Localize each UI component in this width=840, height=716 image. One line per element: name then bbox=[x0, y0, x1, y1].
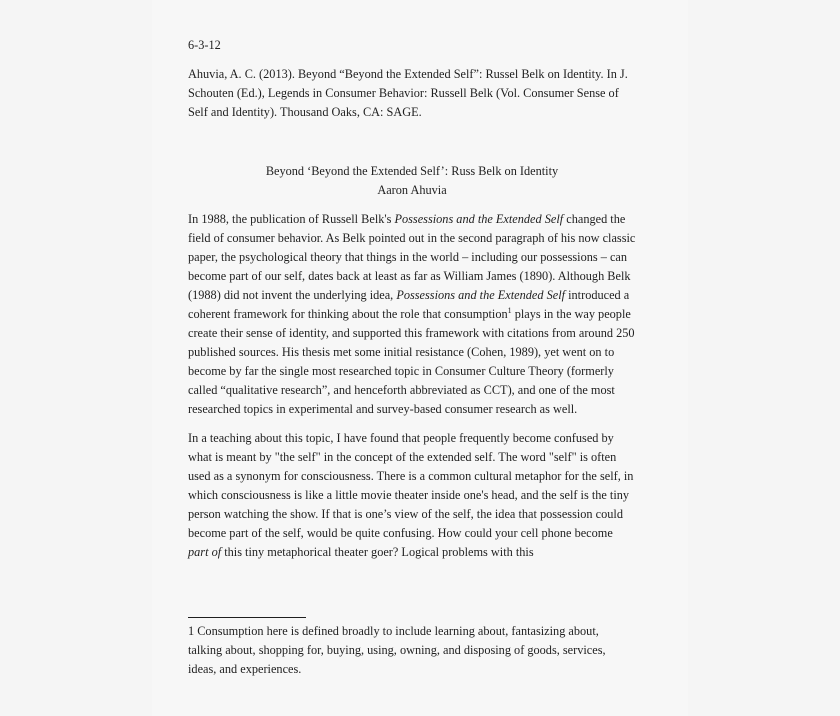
paragraph-1-text-c: introduced a coherent framework for thinking about the role that consumption bbox=[188, 288, 630, 321]
paragraph-2-text-b: this tiny metaphorical theater goer? Logical problems with this bbox=[221, 545, 534, 559]
footnote: 1 Consumption here is defined broadly to include learning about, fantasizing about, talking about, shopping for, buying, using, owning, and disposing of goods, services, ideas, and experiences. bbox=[188, 624, 606, 676]
citation: Ahuvia, A. C. (2013). Beyond “Beyond the Extended Self”: Russel Belk on Identity. In J. Schouten (Ed.), Legends in Consumer Behavior: Russell Belk (Vol. Consumer Sense of Self and Identity). Thousand Oaks, CA: SAGE. bbox=[188, 67, 628, 119]
paragraph-2 bbox=[188, 429, 636, 562]
paragraph-1 bbox=[188, 210, 636, 419]
footnote-divider bbox=[188, 617, 306, 618]
paragraph-1-italic-title-b: Possessions and the Extended Self bbox=[396, 288, 566, 302]
paragraph-1-text-d: plays in the way people create their sense of identity, and supported this framework with citations from around 250 published sources. His thesis met some initial resistance (Cohen, 1989), yet went on to become by far the single most researched topic in Consumer Culture Theory (formerly called “qualitative research”, and henceforth abbreviated as CCT), and one of the most researched topics in experimental and survey-based consumer research as well. bbox=[188, 307, 635, 416]
document-body bbox=[188, 36, 636, 562]
paragraph-1-text-b: changed the field of consumer behavior. As Belk pointed out in the second paragraph of his now classic paper, the psychological theory that things in the world – including our possessions – can become part of our self, dates back at least as far as William James (1890). Although Belk (1988) did not invent the underlying idea, bbox=[188, 212, 636, 302]
footnote-reference: 1 bbox=[507, 305, 512, 315]
document-date: 6-3-12 bbox=[188, 38, 221, 52]
article-author: Aaron Ahuvia bbox=[377, 183, 447, 197]
paragraph-2-italic: part of bbox=[188, 545, 222, 559]
paragraph-1-text-a: In 1988, the publication of Russell Belk's bbox=[188, 212, 395, 226]
paragraph-2-text-a: In a teaching about this topic, I have found that people frequently become confused by what is meant by "the self" in the concept of the extended self. The word "self" is often used as a synonym for consciousness. There is a common cultural metaphor for the self, in which consciousness is like a little movie theater inside one's head, and the self is the tiny person watching the show. If that is one’s view of the self, the idea that possession could become part of the self, would be quite confusing. How could your cell phone become bbox=[188, 431, 634, 540]
paragraph-1-italic-title-a: Possessions and the Extended Self bbox=[394, 212, 564, 226]
article-title: Beyond ‘Beyond the Extended Self’: Russ Belk on Identity bbox=[265, 164, 559, 178]
